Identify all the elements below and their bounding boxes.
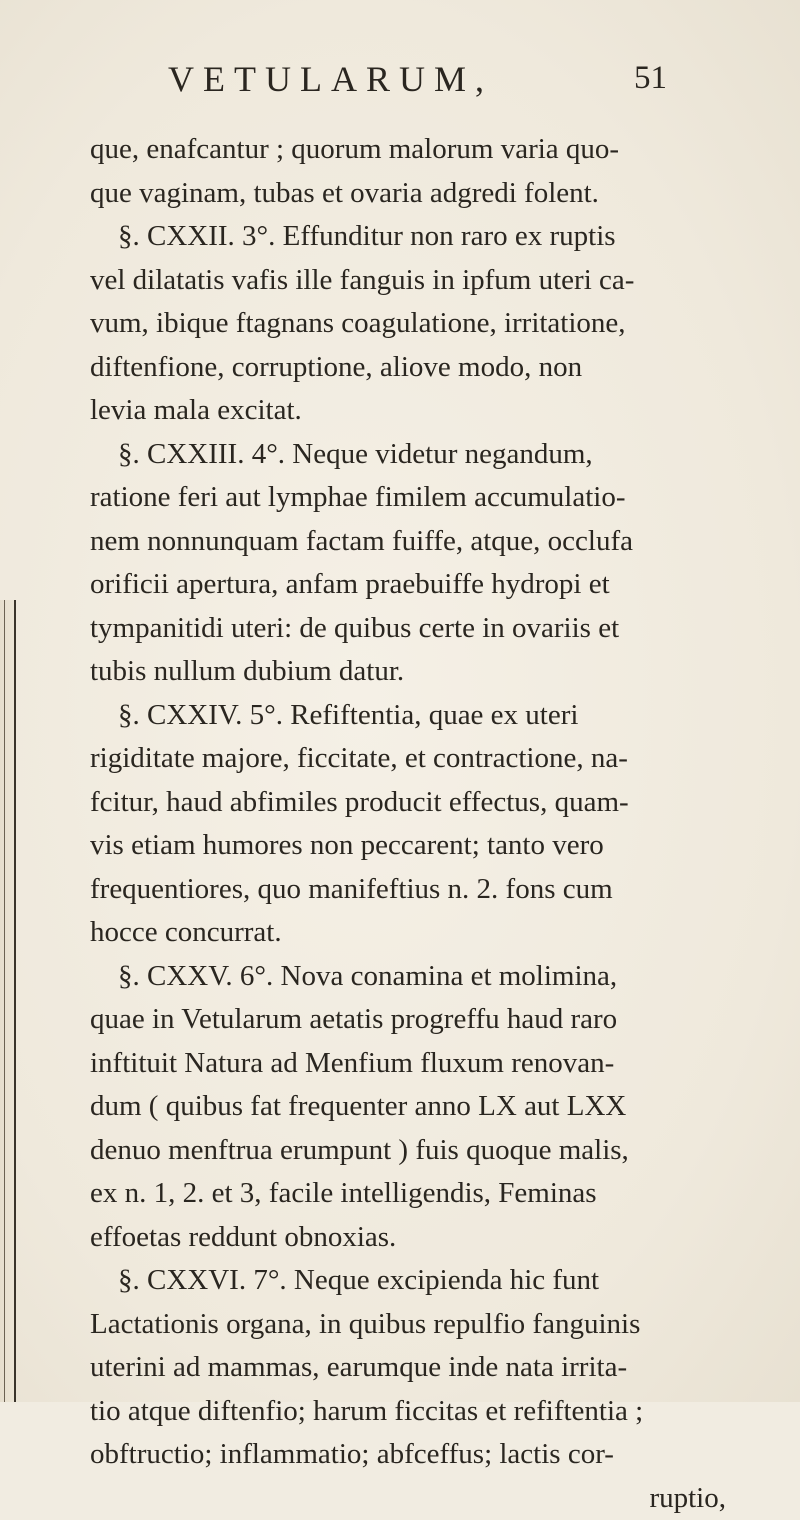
text-line: tubis nullum dubium datur. (90, 650, 730, 694)
text-line: levia mala excitat. (90, 389, 730, 433)
text-line: orificii apertura, anfam praebuiffe hydropi et (90, 563, 730, 607)
text-line: ruptio, (90, 1477, 730, 1520)
text-line: que, enafcantur ; quorum malorum varia quo- (90, 128, 730, 172)
text-line: frequentiores, quo manifeftius n. 2. fons cum (90, 868, 730, 912)
page-number: 51 (634, 60, 667, 97)
text-line: inftituit Natura ad Menfium fluxum renovan- (90, 1042, 730, 1086)
text-line: obftructio; inflammatio; abfceffus; lactis cor- (90, 1433, 730, 1477)
text-line: §. CXXV. 6°. Nova conamina et molimina, (90, 955, 730, 999)
text-line: effoetas reddunt obnoxias. (90, 1216, 730, 1260)
text-line: §. CXXIV. 5°. Refiftentia, quae ex uteri (90, 694, 730, 738)
text-line: tio atque diftenfio; harum ficcitas et refiftentia ; (90, 1390, 730, 1434)
text-line: dum ( quibus fat frequenter anno LX aut LXX (90, 1085, 730, 1129)
text-line: denuo menftrua erumpunt ) fuis quoque malis, (90, 1129, 730, 1173)
text-line: Lactationis organa, in quibus repulfio fanguinis (90, 1303, 730, 1347)
text-line: uterini ad mammas, earumque inde nata irrita- (90, 1346, 730, 1390)
page-header (0, 58, 800, 108)
adjacent-page-edge (0, 600, 16, 1402)
text-line: vel dilatatis vafis ille fanguis in ipfum uteri ca- (90, 259, 730, 303)
text-line: fcitur, haud abfimiles producit effectus, quam- (90, 781, 730, 825)
text-line: §. CXXVI. 7°. Neque excipienda hic funt (90, 1259, 730, 1303)
page-edge-line (4, 600, 5, 1402)
text-line: §. CXXII. 3°. Effunditur non raro ex ruptis (90, 215, 730, 259)
text-line: tympanitidi uteri: de quibus certe in ovariis et (90, 607, 730, 651)
text-line: vis etiam humores non peccarent; tanto vero (90, 824, 730, 868)
text-line: que vaginam, tubas et ovaria adgredi folent. (90, 172, 730, 216)
text-line: §. CXXIII. 4°. Neque videtur negandum, (90, 433, 730, 477)
text-line: vum, ibique ftagnans coagulatione, irritatione, (90, 302, 730, 346)
text-line: diftenfione, corruptione, aliove modo, non (90, 346, 730, 390)
running-title: VETULARUM, (168, 58, 493, 100)
text-line: quae in Vetularum aetatis progreffu haud raro (90, 998, 730, 1042)
text-line: nem nonnunquam factam fuiffe, atque, occlufa (90, 520, 730, 564)
text-line: ratione feri aut lymphae fimilem accumulatio- (90, 476, 730, 520)
body-text (90, 128, 730, 1520)
text-line: rigiditate majore, ficcitate, et contractione, na- (90, 737, 730, 781)
text-line: ex n. 1, 2. et 3, facile intelligendis, Feminas (90, 1172, 730, 1216)
text-line: hocce concurrat. (90, 911, 730, 955)
